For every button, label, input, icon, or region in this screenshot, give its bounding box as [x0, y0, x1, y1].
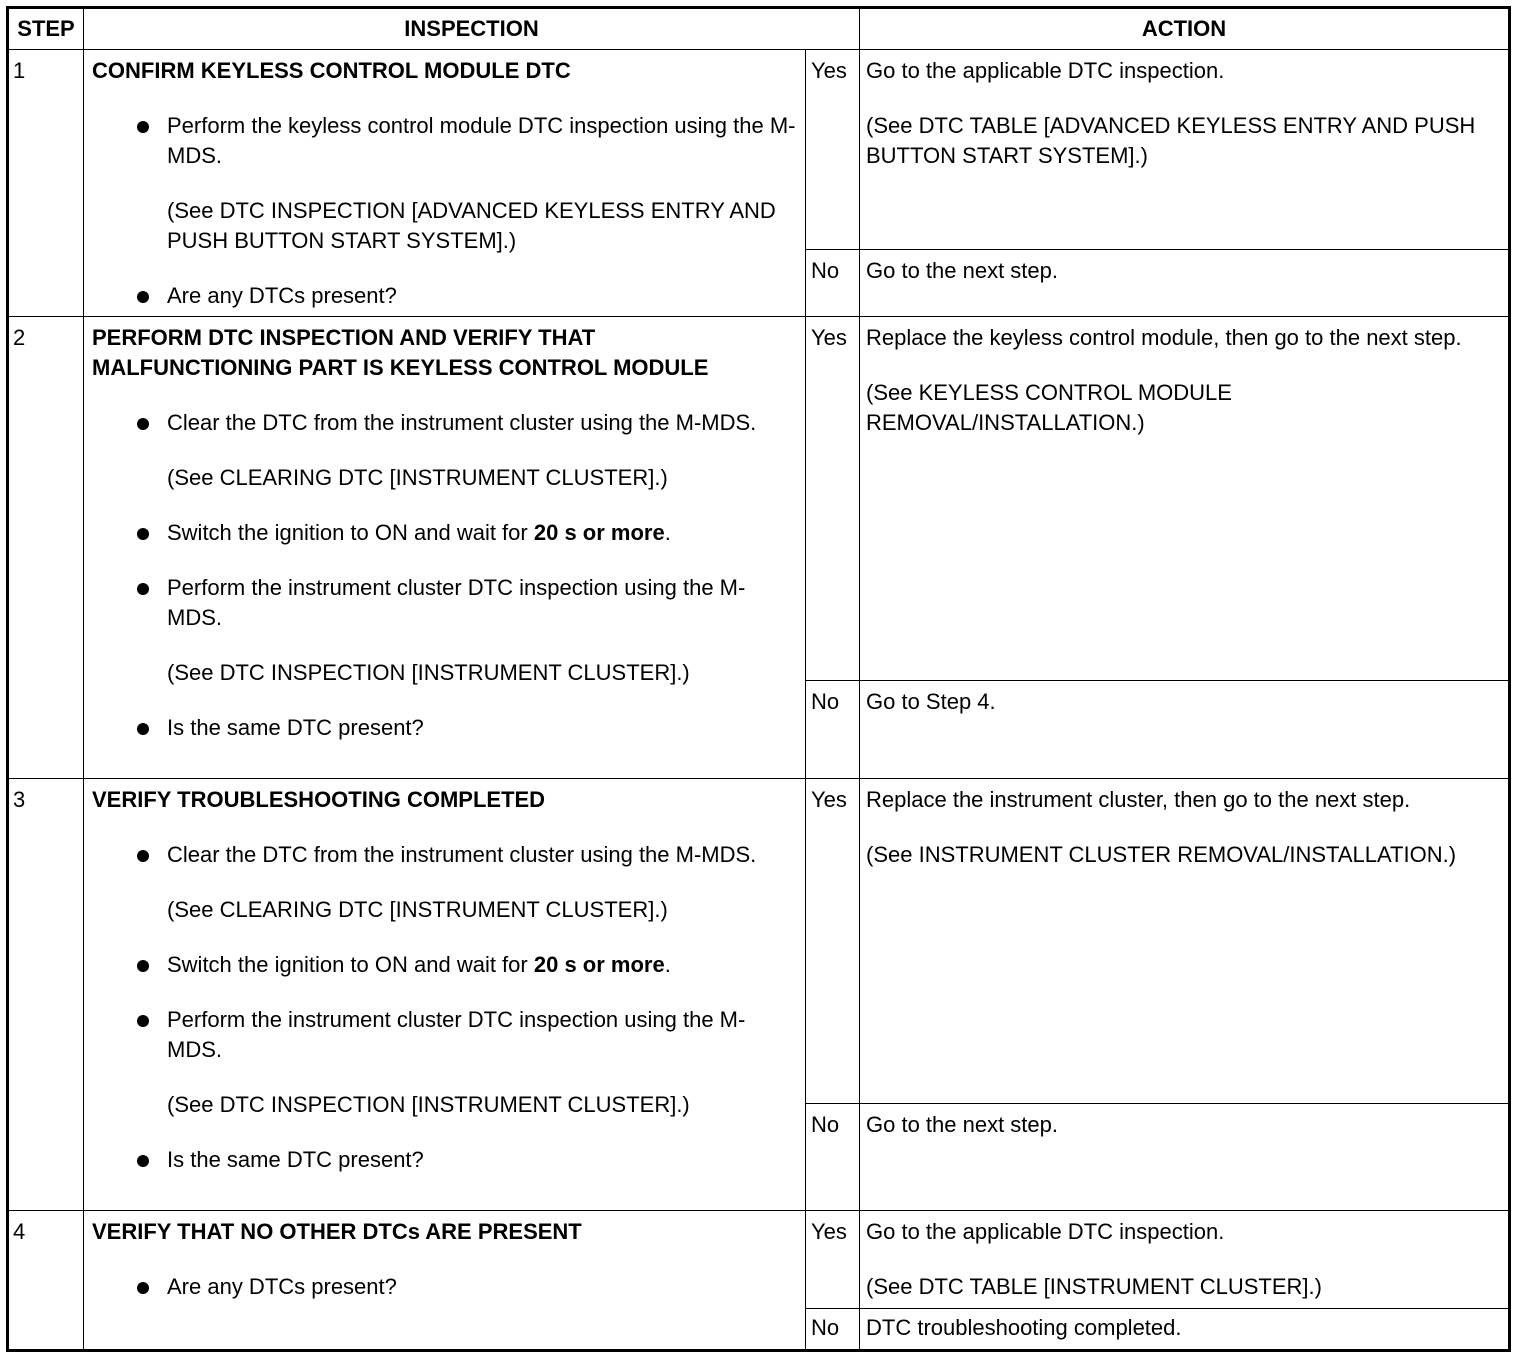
step-title: VERIFY THAT NO OTHER DTCs ARE PRESENT: [92, 1219, 582, 1244]
reference-text: (See DTC TABLE [ADVANCED KEYLESS ENTRY AND PUSH BUTTON START SYSTEM].): [866, 113, 1476, 168]
bullet-item: Clear the DTC from the instrument cluster using the M-MDS.: [92, 408, 799, 438]
step-3-inspection: [84, 779, 806, 1211]
bullet-text: Switch the ignition to ON and wait for: [167, 520, 534, 545]
bullet-question: Are any DTCs present?: [92, 281, 799, 311]
bullet-text: Switch the ignition to ON and wait for: [167, 952, 534, 977]
action-text: Replace the instrument cluster, then go to the next step.: [866, 787, 1411, 812]
no-label: No: [806, 1309, 860, 1351]
step-4-inspection: [84, 1211, 806, 1351]
no-action: Go to the next step.: [860, 250, 1510, 317]
bullet-text-end: .: [664, 952, 671, 977]
inspection-table: [6, 6, 1511, 1352]
step-1-yes-row: [8, 50, 1510, 250]
no-action: Go to the next step.: [860, 1104, 1510, 1211]
header-action: ACTION: [860, 8, 1510, 50]
reference-text: (See CLEARING DTC [INSTRUMENT CLUSTER].): [167, 897, 668, 922]
no-label: No: [806, 250, 860, 317]
step-2-yes-row: [8, 317, 1510, 681]
no-action: Go to Step 4.: [860, 681, 1510, 779]
step-number: 2: [8, 317, 84, 779]
yes-action: [860, 779, 1510, 1104]
action-text: Go to the applicable DTC inspection.: [866, 58, 1225, 83]
bullet-bold-text: 20 s or more: [533, 952, 665, 977]
step-number: 4: [8, 1211, 84, 1351]
action-text: Replace the keyless control module, then go to the next step.: [866, 325, 1462, 350]
yes-label: Yes: [806, 317, 860, 681]
no-label: No: [806, 681, 860, 779]
yes-label: Yes: [806, 779, 860, 1104]
yes-action: [860, 1211, 1510, 1309]
reference-text: (See CLEARING DTC [INSTRUMENT CLUSTER].): [167, 465, 668, 490]
step-1-inspection: [84, 50, 806, 317]
table-header-row: [8, 8, 1510, 50]
bullet-question: Are any DTCs present?: [92, 1272, 799, 1302]
yes-action: [860, 50, 1510, 250]
yes-label: Yes: [806, 50, 860, 250]
bullet-item: Perform the instrument cluster DTC inspection using the M-MDS.: [92, 573, 799, 633]
bullet-bold-text: 20 s or more: [533, 520, 665, 545]
bullet-item: [92, 518, 799, 548]
step-number: 1: [8, 50, 84, 317]
header-inspection: INSPECTION: [84, 8, 860, 50]
step-3-yes-row: [8, 779, 1510, 1104]
step-title: VERIFY TROUBLESHOOTING COMPLETED: [92, 787, 546, 812]
reference-text: (See DTC INSPECTION [INSTRUMENT CLUSTER].): [167, 1092, 690, 1117]
bullet-item: Perform the instrument cluster DTC inspection using the M-MDS.: [92, 1005, 799, 1065]
yes-action: [860, 317, 1510, 681]
reference-text: (See KEYLESS CONTROL MODULE REMOVAL/INSTALLATION.): [866, 380, 1232, 435]
bullet-question: Is the same DTC present?: [92, 1145, 799, 1175]
reference-text: (See DTC INSPECTION [ADVANCED KEYLESS ENTRY AND PUSH BUTTON START SYSTEM].): [167, 198, 776, 253]
yes-label: Yes: [806, 1211, 860, 1309]
bullet-item: [92, 950, 799, 980]
action-text: Go to the applicable DTC inspection.: [866, 1219, 1225, 1244]
reference-text: (See INSTRUMENT CLUSTER REMOVAL/INSTALLATION.): [866, 842, 1457, 867]
bullet-item: Clear the DTC from the instrument cluster using the M-MDS.: [92, 840, 799, 870]
bullet-question: Is the same DTC present?: [92, 713, 799, 743]
no-label: No: [806, 1104, 860, 1211]
step-title: CONFIRM KEYLESS CONTROL MODULE DTC: [92, 58, 571, 83]
no-action: DTC troubleshooting completed.: [860, 1309, 1510, 1351]
bullet-item: Perform the keyless control module DTC inspection using the M-MDS.: [92, 111, 799, 171]
reference-text: (See DTC TABLE [INSTRUMENT CLUSTER].): [866, 1274, 1322, 1299]
step-title: PERFORM DTC INSPECTION AND VERIFY THAT MALFUNCTIONING PART IS KEYLESS CONTROL MODULE: [92, 325, 709, 380]
header-step: STEP: [8, 8, 84, 50]
step-number: 3: [8, 779, 84, 1211]
reference-text: (See DTC INSPECTION [INSTRUMENT CLUSTER].): [167, 660, 690, 685]
step-4-yes-row: [8, 1211, 1510, 1309]
step-2-inspection: [84, 317, 806, 779]
bullet-text-end: .: [664, 520, 671, 545]
